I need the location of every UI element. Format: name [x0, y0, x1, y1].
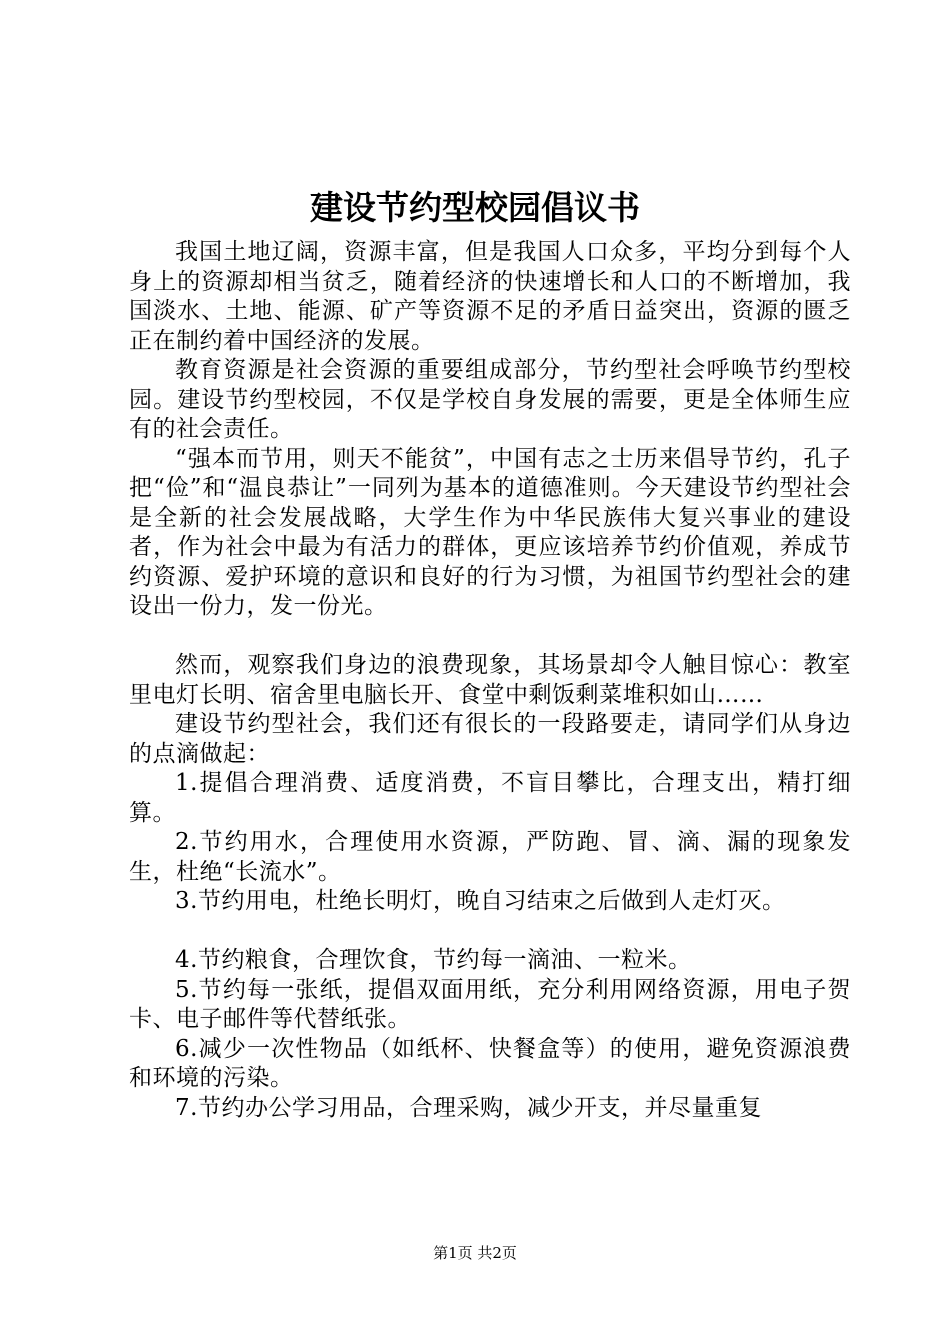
paragraph: “强本而节用，则天不能贫”，中国有志之士历来倡导节约，孔子把“俭”和“温良恭让”一同列为基本的道德准则。今天建设节约型社会是全新的社会发展战略，大学生作为中华民族伟大复兴事业的建设者，作为社会中最为有活力的群体，更应该培养节约价值观，养成节约资源、爱护环境的意识和良好的行为习惯，为祖国节约型社会的建设出一份力，发一份光。	[129, 445, 851, 619]
list-item: 7.节约办公学习用品，合理采购，减少开支，并尽量重复	[175, 1094, 762, 1121]
list-item: 2.节约用水，合理使用水资源，严防跑、冒、滴、漏的现象发生，杜绝“长流水”。	[129, 829, 851, 885]
paragraph: 教育资源是社会资源的重要组成部分，节约型社会呼唤节约型校园。建设节约型校园，不仅是学校自身发展的需要，更是全体师生应有的社会责任。	[129, 357, 851, 442]
list-item: 5.节约每一张纸，提倡双面用纸，充分利用网络资源，用电子贺卡、电子邮件等代替纸张。	[129, 976, 851, 1032]
paragraph: 然而，观察我们身边的浪费现象，其场景却令人触目惊心：教室里电灯长明、宿舍里电脑长开、食堂中剩饭剩菜堆积如山……	[129, 652, 851, 708]
document-body	[129, 238, 851, 1123]
page-number: 第1页 共2页	[433, 1244, 517, 1262]
list-item: 4.节约粮食，合理饮食，节约每一滴油、一粒米。	[175, 947, 692, 973]
paragraph: 建设节约型社会，我们还有很长的一段路要走，请同学们从身边的点滴做起：	[129, 711, 851, 767]
paragraph: 我国土地辽阔，资源丰富，但是我国人口众多，平均分到每个人身上的资源却相当贫乏，随着经济的快速增长和人口的不断增加，我国淡水、土地、能源、矿产等资源不足的矛盾日益突出，资源的匮乏正在制约着中国经济的发展。	[129, 239, 851, 354]
list-item: 1.提倡合理消费、适度消费，不盲目攀比，合理支出，精打细算。	[129, 770, 851, 826]
list-item: 3.节约用电，杜绝长明灯，晚自习结束之后做到人走灯灭。	[175, 888, 786, 914]
list-item: 6.减少一次性物品（如纸杯、快餐盒等）的使用，避免资源浪费和环境的污染。	[129, 1035, 851, 1091]
document-title: 建设节约型校园倡议书	[310, 188, 640, 227]
